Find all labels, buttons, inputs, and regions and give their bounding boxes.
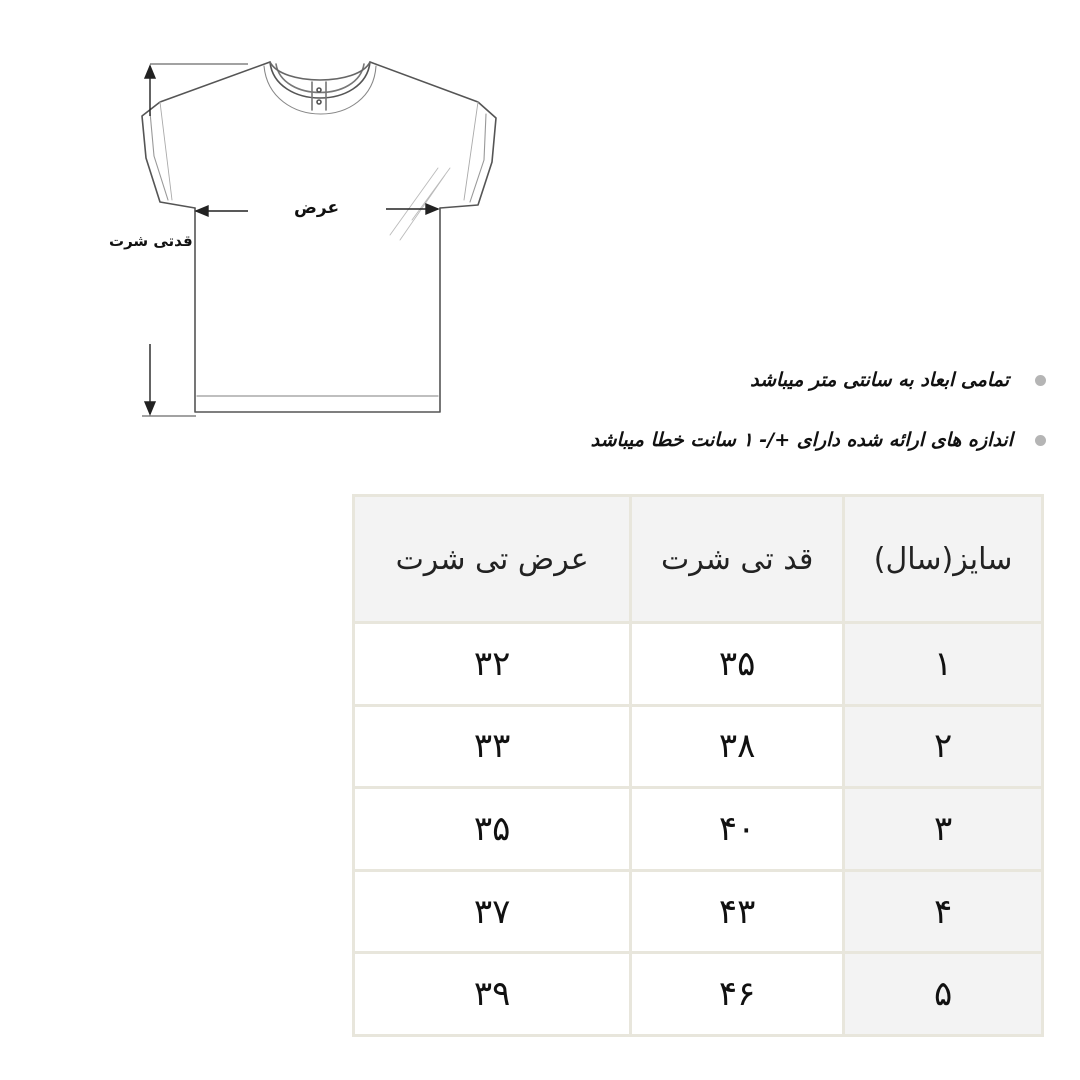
header-length: قد تی شرت — [631, 496, 844, 623]
header-width: عرض تی شرت — [354, 496, 631, 623]
size-cell: ۴ — [844, 870, 1043, 953]
size-cell: ۲ — [844, 705, 1043, 788]
length-cell: ۴۳ — [631, 870, 844, 953]
table-row — [354, 953, 1043, 1036]
header-size: سایز(سال) — [844, 496, 1043, 623]
note-tolerance-text: اندازه های ارائه شده دارای +/- ۱ سانت خطا میباشد — [590, 429, 1013, 451]
width-label: عرض — [294, 198, 340, 218]
table-header-row — [354, 496, 1043, 623]
table-row — [354, 623, 1043, 706]
table-row — [354, 705, 1043, 788]
size-cell: ۱ — [844, 623, 1043, 706]
bullet-icon — [1035, 375, 1046, 386]
note-units — [526, 362, 1046, 398]
table-row — [354, 788, 1043, 871]
width-cell: ۳۷ — [354, 870, 631, 953]
width-cell: ۳۹ — [354, 953, 631, 1036]
length-cell: ۳۵ — [631, 623, 844, 706]
width-cell: ۳۲ — [354, 623, 631, 706]
notes-list — [526, 362, 1046, 458]
note-tolerance — [526, 422, 1046, 458]
length-cell: ۳۸ — [631, 705, 844, 788]
size-chart-table — [352, 494, 1044, 1037]
length-cell: ۴۰ — [631, 788, 844, 871]
size-cell: ۳ — [844, 788, 1043, 871]
length-cell: ۴۶ — [631, 953, 844, 1036]
width-cell: ۳۳ — [354, 705, 631, 788]
bullet-icon — [1035, 435, 1046, 446]
width-cell: ۳۵ — [354, 788, 631, 871]
size-cell: ۵ — [844, 953, 1043, 1036]
tshirt-measurement-diagram — [100, 50, 520, 430]
note-units-text: تمامی ابعاد به سانتی متر میباشد — [750, 369, 1009, 391]
table-row — [354, 870, 1043, 953]
length-label: قدتی شرت — [109, 232, 193, 250]
